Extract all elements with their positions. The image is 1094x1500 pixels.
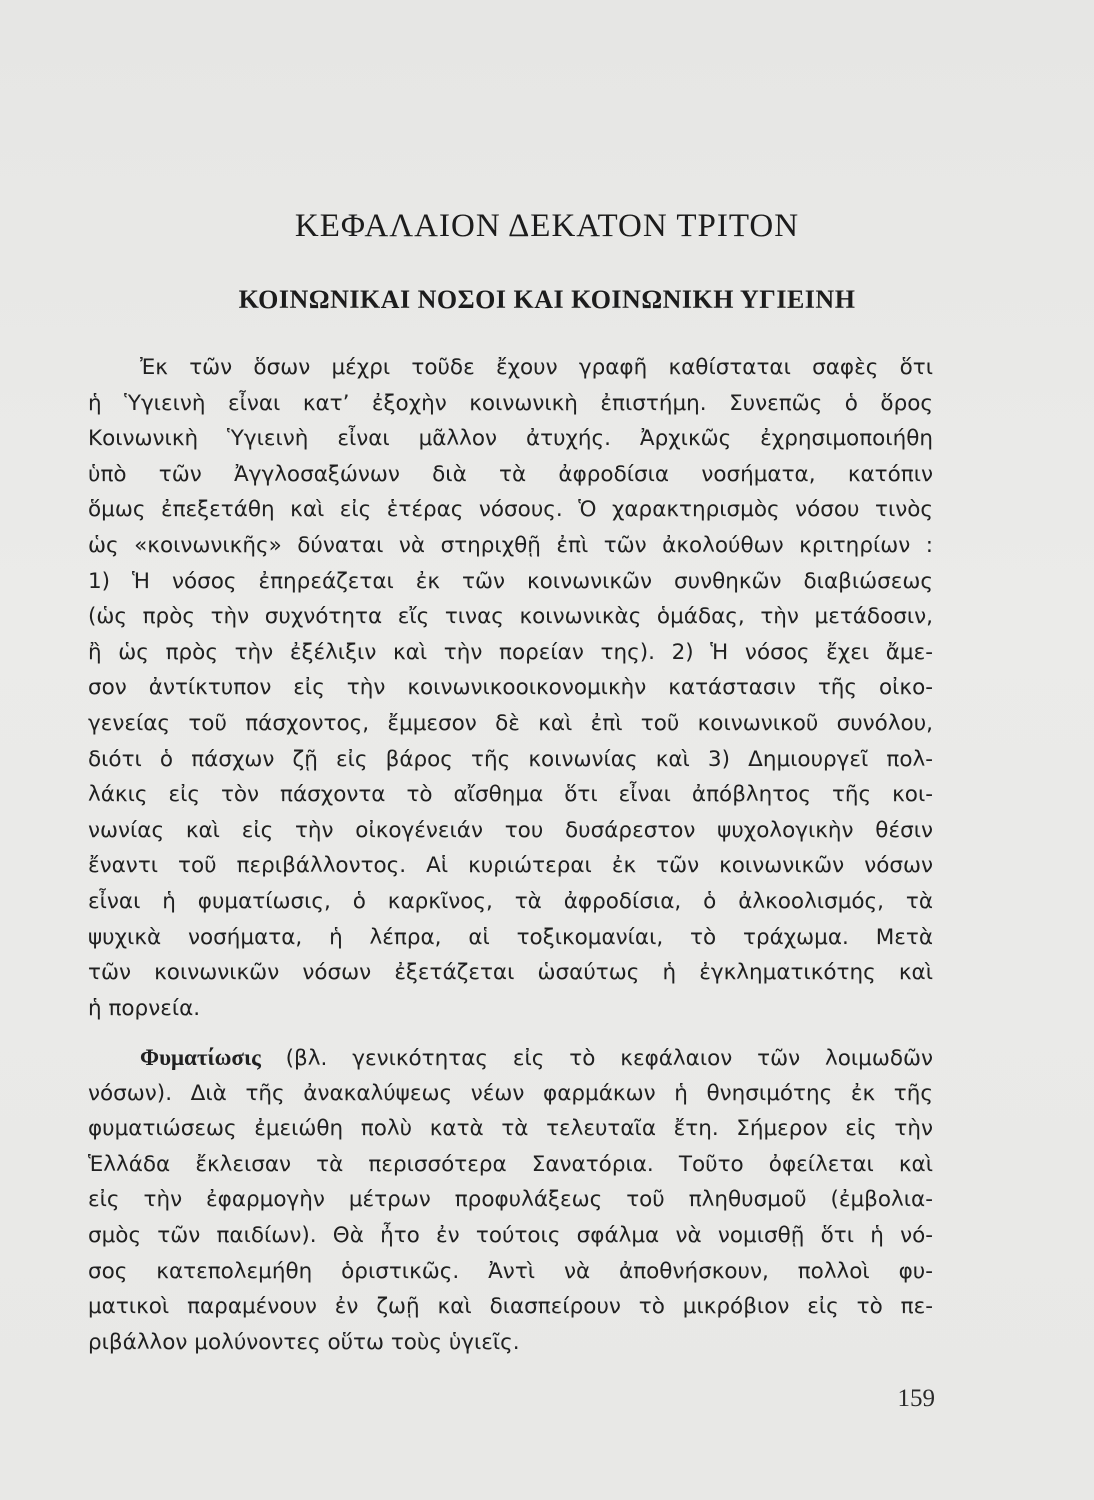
text-line: διότι ὁ πάσχων ζῇ εἰς βάρος τῆς κοινωνίας καὶ 3) Δημιουργεῖ πολ- bbox=[88, 746, 933, 772]
text-line: γενείας τοῦ πάσχοντος, ἔμμεσον δὲ καὶ ἐπὶ τοῦ κοινωνικοῦ συνόλου, bbox=[88, 710, 933, 736]
text-line: φυματιώσεως ἐμειώθη πολὺ κατὰ τὰ τελευταῖα ἔτη. Σήμερον εἰς τὴν bbox=[88, 1116, 933, 1142]
term-heading: Φυματίωσις bbox=[140, 1045, 261, 1070]
text-line: εἶναι ἡ φυματίωσις, ὁ καρκῖνος, τὰ ἀφροδίσια, ὁ ἀλκοολισμός, τὰ bbox=[88, 888, 933, 914]
text-line: τῶν κοινωνικῶν νόσων ἐξετάζεται ὡσαύτως ἡ ἐγκληματικότης καὶ bbox=[88, 960, 933, 986]
text-line: Ἑλλάδα ἔκλεισαν τὰ περισσότερα Σανατόρια. Τοῦτο ὀφείλεται καὶ bbox=[88, 1151, 933, 1177]
page-number: 159 bbox=[897, 1385, 935, 1412]
paragraph-introduction bbox=[88, 350, 933, 1026]
text-line: Ἐκ τῶν ὅσων μέχρι τοῦδε ἔχουν γραφῆ καθίσταται σαφὲς ὅτι bbox=[140, 355, 933, 380]
text-fragment: (βλ. γενικότητας εἰς τὸ κεφάλαιον τῶν λοιμωδῶν bbox=[260, 1046, 933, 1071]
text-line: Κοινωνικὴ Ὑγιεινὴ εἶναι μᾶλλον ἀτυχής. Ἀρχικῶς ἐχρησιμοποιήθη bbox=[88, 426, 933, 452]
text-line: νόσων). Διὰ τῆς ἀνακαλύψεως νέων φαρμάκων ἡ θνησιμότης ἐκ τῆς bbox=[88, 1080, 933, 1106]
text-line: (ὡς πρὸς τὴν συχνότητα εἴς τινας κοινωνικὰς ὁμάδας, τὴν μετάδοσιν, bbox=[88, 604, 933, 630]
text-line: ὑπὸ τῶν Ἀγγλοσαξώνων διὰ τὰ ἀφροδίσια νοσήματα, κατόπιν bbox=[88, 461, 933, 487]
text-line: ριβάλλον μολύνοντες οὕτω τοὺς ὑγιεῖς. bbox=[88, 1329, 520, 1355]
text-line: ματικοὶ παραμένουν ἐν ζωῇ καὶ διασπείρουν τὸ μικρόβιον εἰς τὸ πε- bbox=[88, 1294, 933, 1320]
section-title: ΚΟΙΝΩΝΙΚΑΙ ΝΟΣΟΙ ΚΑΙ ΚΟΙΝΩΝΙΚΗ ΥΓΙΕΙΝΗ bbox=[238, 285, 856, 314]
text-line: νωνίας καὶ εἰς τὴν οἰκογένειάν του δυσάρεστον ψυχολογικὴν θέσιν bbox=[88, 817, 933, 843]
text-line: ἔναντι τοῦ περιβάλλοντος. Αἱ κυριώτεραι ἐκ τῶν κοινωνικῶν νόσων bbox=[88, 853, 933, 879]
text-line: σμὸς τῶν παιδίων). Θὰ ἦτο ἐν τούτοις σφάλμα νὰ νομισθῇ ὅτι ἡ νό- bbox=[88, 1222, 933, 1248]
text-line: 1) Ἡ νόσος ἐπηρεάζεται ἐκ τῶν κοινωνικῶν συνθηκῶν διαβιώσεως bbox=[88, 568, 933, 594]
text-line: εἰς τὴν ἐφαρμογὴν μέτρων προφυλάξεως τοῦ πληθυσμοῦ (ἐμβολια- bbox=[88, 1187, 933, 1213]
text-line: ὡς «κοινωνικῆς» δύναται νὰ στηριχθῇ ἐπὶ τῶν ἀκολούθων κριτηρίων : bbox=[88, 532, 933, 558]
text-line: ἢ ὡς πρὸς τὴν ἐξέλιξιν καὶ τὴν πορείαν της). 2) Ἡ νόσος ἔχει ἄμε- bbox=[88, 639, 933, 665]
text-line-with-term bbox=[88, 1040, 933, 1076]
chapter-title: ΚΕΦΑΛΑΙΟΝ ΔΕΚΑΤΟΝ ΤΡΙΤΟΝ bbox=[294, 208, 800, 244]
text-line: σον ἀντίκτυπον εἰς τὴν κοινωνικοοικονομικὴν κατάστασιν τῆς οἰκο- bbox=[88, 675, 933, 701]
paragraph-tuberculosis bbox=[88, 1040, 933, 1360]
text-line: σος κατεπολεμήθη ὁριστικῶς. Ἀντὶ νὰ ἀποθνήσκουν, πολλοὶ φυ- bbox=[88, 1258, 933, 1284]
text-line: λάκις εἰς τὸν πάσχοντα τὸ αἴσθημα ὅτι εἶναι ἀπόβλητος τῆς κοι- bbox=[88, 782, 933, 808]
text-line: ἡ πορνεία. bbox=[88, 995, 201, 1021]
text-line: ψυχικὰ νοσήματα, ἡ λέπρα, αἱ τοξικομανίαι, τὸ τράχωμα. Μετὰ bbox=[88, 924, 933, 950]
text-line: ἡ Ὑγιεινὴ εἶναι κατ’ ἐξοχὴν κοινωνικὴ ἐπιστήμη. Συνεπῶς ὁ ὅρος bbox=[88, 390, 933, 416]
text-line: ὅμως ἐπεξετάθη καὶ εἰς ἑτέρας νόσους. Ὁ χαρακτηρισμὸς νόσου τινὸς bbox=[88, 497, 933, 523]
